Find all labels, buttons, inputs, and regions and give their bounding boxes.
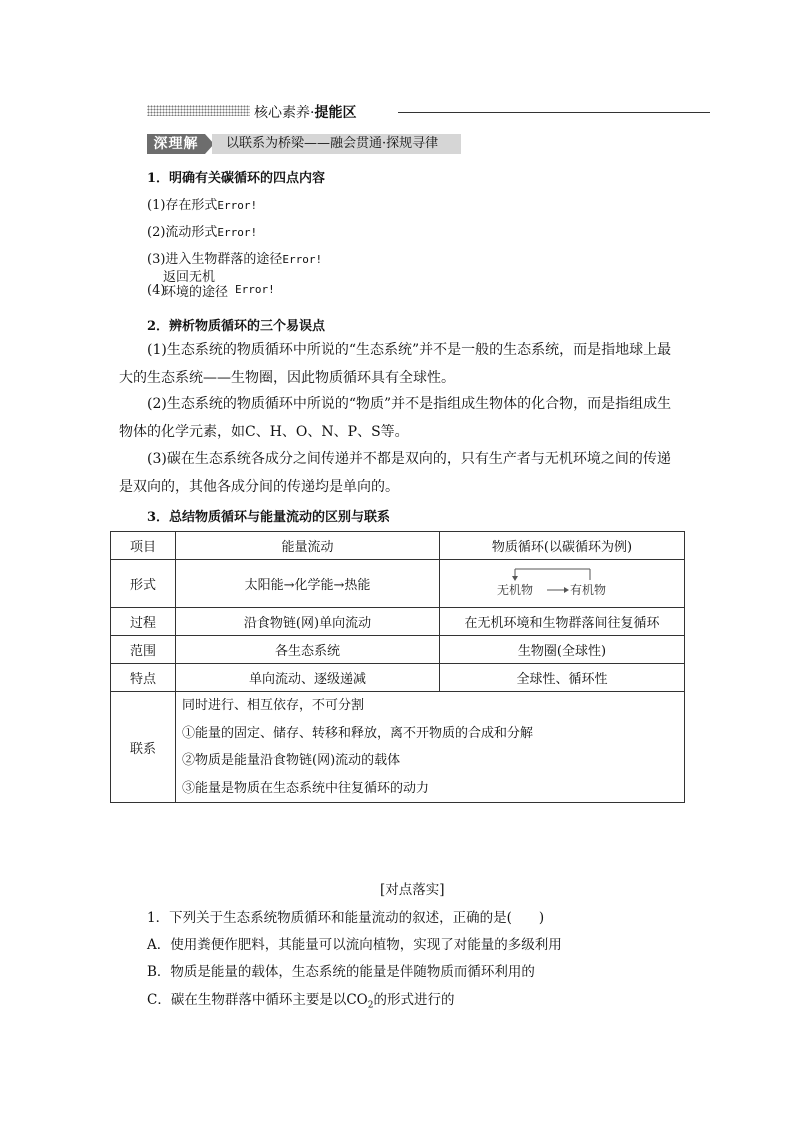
- table-row-link: [111, 692, 685, 803]
- carbon-cycle-diagram: [482, 566, 642, 602]
- table-cell-matter: 在无机环境和生物群落间往复循环: [440, 608, 685, 636]
- section2-heading: 2．辨析物质循环的三个易误点: [147, 319, 326, 334]
- section-header-title: 核心素养·提能区: [254, 105, 357, 121]
- practice-question: 1．下列关于生态系统物质循环和能量流动的叙述，正确的是( ): [147, 910, 545, 926]
- table-cell-energy: 单向流动、逐级递减: [176, 664, 440, 692]
- table-cell-label: 范围: [111, 636, 176, 664]
- table-cell-energy: 太阳能→化学能→热能: [176, 560, 440, 608]
- section-subtitle-band: 以联系为桥梁——融会贯通·探规寻律: [212, 134, 461, 154]
- option-b: B．物质是能量的载体，生态系统的能量是伴随物质而循环利用的: [147, 964, 535, 980]
- section1-item-4-label: 返回无机 环境的途径: [163, 270, 229, 300]
- table-cell-energy: 沿食物链(网)单向流动: [176, 608, 440, 636]
- header-dots-decoration: [147, 105, 250, 116]
- link-line: ③能量是物质在生态系统中往复循环的动力: [182, 780, 430, 796]
- section1-heading: 1．明确有关碳循环的四点内容: [147, 171, 326, 186]
- table-header-row: [111, 532, 685, 560]
- carbon-cycle-diagram-cell: [440, 560, 685, 608]
- section1-item-3: (3)进入生物群落的途径Error!: [147, 252, 323, 267]
- option-a: A．使用粪便作肥料，其能量可以流向植物，实现了对能量的多级利用: [147, 937, 562, 953]
- table-cell-label: 形式: [111, 560, 176, 608]
- table-cell-matter: 生物圈(全球性): [440, 636, 685, 664]
- diagram-organic-label: 有机物: [570, 582, 607, 597]
- table-cell-link-content: [176, 692, 685, 803]
- table-header-energy: 能量流动: [176, 532, 440, 560]
- comparison-table: [110, 531, 685, 803]
- header-rule: [398, 112, 710, 113]
- section2-paragraph-3: (3)碳在生态系统各成分之间传递并不都是双向的，只有生产者与无机环境之间的传递是双向的，其他各成分间的传递均是单向的。: [119, 451, 671, 495]
- table-row-process: [111, 608, 685, 636]
- practice-title: [对点落实]: [380, 882, 445, 898]
- table-cell-label: 过程: [111, 608, 176, 636]
- section1-item-1: (1)存在形式Error!: [147, 198, 258, 213]
- table-cell-matter: 全球性、循环性: [440, 664, 685, 692]
- section-badge: 深理解: [147, 134, 205, 154]
- link-line: ①能量的固定、储存、转移和释放，离不开物质的合成和分解: [182, 725, 534, 741]
- section1-item-4-prefix: (4): [147, 283, 166, 298]
- table-row-form: [111, 560, 685, 608]
- section1-item-4-error: Error!: [235, 283, 275, 296]
- section3-heading: 3．总结物质循环与能量流动的区别与联系: [147, 510, 391, 525]
- link-line: 同时进行、相互依存，不可分割: [182, 698, 365, 713]
- cycle-arrowhead-right: [564, 587, 569, 593]
- table-cell-energy: 各生态系统: [176, 636, 440, 664]
- link-line: ②物质是能量沿食物链(网)流动的载体: [182, 753, 401, 768]
- table-header-matter: 物质循环(以碳循环为例): [440, 532, 685, 560]
- section1-item-2: (2)流动形式Error!: [147, 225, 258, 240]
- table-cell-label: 联系: [111, 692, 176, 803]
- table-cell-label: 特点: [111, 664, 176, 692]
- diagram-inorganic-label: 无机物: [497, 582, 534, 597]
- section2-paragraph-2: (2)生态系统的物质循环中所说的“物质”并不是指组成生物体的化合物，而是指组成生物体的化学元素，如C、H、O、N、P、S等。: [119, 396, 672, 440]
- option-c: C．碳在生物群落中循环主要是以$CO_2$的形式进行的: [147, 992, 455, 1011]
- table-row-scope: [111, 636, 685, 664]
- table-row-features: [111, 664, 685, 692]
- section2-paragraph-1: (1)生态系统的物质循环中所说的“生态系统”并不是一般的生态系统，而是指地球上最大的生态系统——生物圈，因此物质循环具有全球性。: [119, 342, 672, 386]
- table-header-item: 项目: [111, 532, 176, 560]
